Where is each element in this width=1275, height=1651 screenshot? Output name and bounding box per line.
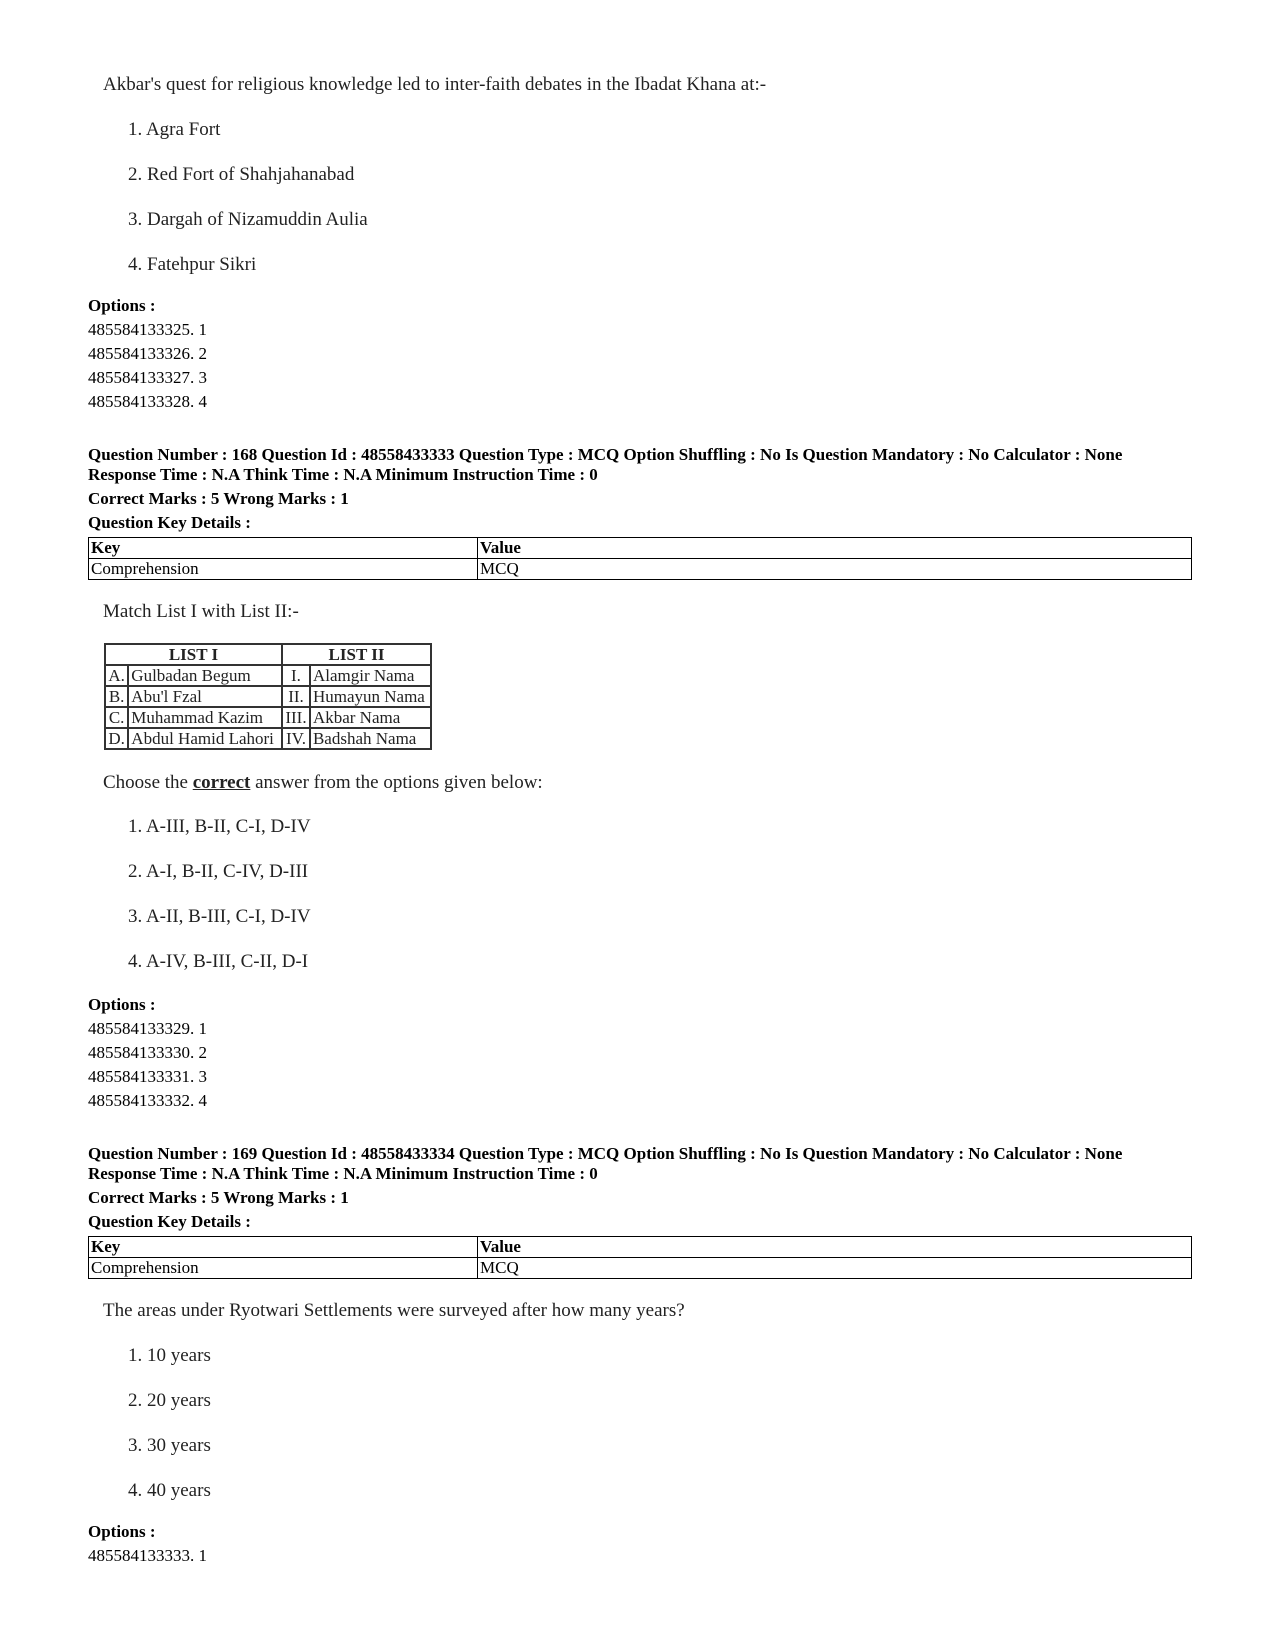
table-row [105, 707, 431, 728]
value-cell: MCQ [478, 559, 1192, 580]
marks-line: Correct Marks : 5 Wrong Marks : 1 [88, 1188, 349, 1207]
cell: Badshah Nama [310, 728, 431, 749]
cell: Abu'l Fzal [128, 686, 282, 707]
cell: IV. [282, 728, 310, 749]
instruction-post: answer from the options given below: [250, 772, 543, 793]
cell: B. [105, 686, 128, 707]
choice-item: 1. A-III, B-II, C-I, D-IV [128, 816, 311, 837]
marks-line: Correct Marks : 5 Wrong Marks : 1 [88, 489, 349, 508]
option-id: 485584133326. 2 [88, 344, 207, 363]
key-header: Key [89, 1237, 478, 1258]
cell: III. [282, 707, 310, 728]
options-label: Options : [88, 1522, 156, 1541]
instruction-text [103, 772, 543, 794]
choice-item: 1. Agra Fort [128, 119, 221, 140]
options-label: Options : [88, 995, 156, 1014]
choice-item: 2. A-I, B-II, C-IV, D-III [128, 861, 309, 882]
cell: II. [282, 686, 310, 707]
question-meta: Question Number : 169 Question Id : 48558433334 Question Type : MCQ Option Shuffling : No Is Question Mandatory : No Calculator : None [88, 1144, 1123, 1163]
key-details-table [88, 1236, 1192, 1279]
choice-item: 2. Red Fort of Shahjahanabad [128, 164, 355, 185]
question-text: The areas under Ryotwari Settlements were surveyed after how many years? [103, 1300, 685, 1321]
key-header: Key [89, 538, 478, 559]
cell: Alamgir Nama [310, 665, 431, 686]
cell: Akbar Nama [310, 707, 431, 728]
cell: Muhammad Kazim [128, 707, 282, 728]
key-details-label: Question Key Details : [88, 1212, 251, 1231]
option-id: 485584133330. 2 [88, 1043, 207, 1062]
cell: Gulbadan Begum [128, 665, 282, 686]
value-cell: MCQ [478, 1258, 1192, 1279]
option-id: 485584133327. 3 [88, 368, 207, 387]
options-label: Options : [88, 296, 156, 315]
list-2-header: LIST II [282, 644, 431, 665]
cell: Humayun Nama [310, 686, 431, 707]
option-id: 485584133325. 1 [88, 320, 207, 339]
table-row [105, 686, 431, 707]
key-details-label: Question Key Details : [88, 513, 251, 532]
cell: C. [105, 707, 128, 728]
question-meta: Response Time : N.A Think Time : N.A Minimum Instruction Time : 0 [88, 465, 598, 484]
option-id: 485584133332. 4 [88, 1091, 207, 1110]
question-meta: Question Number : 168 Question Id : 48558433333 Question Type : MCQ Option Shuffling : No Is Question Mandatory : No Calculator : None [88, 445, 1123, 464]
option-id: 485584133329. 1 [88, 1019, 207, 1038]
table-row [105, 728, 431, 749]
list-1-header: LIST I [105, 644, 282, 665]
choice-item: 3. A-II, B-III, C-I, D-IV [128, 906, 311, 927]
key-cell: Comprehension [89, 559, 478, 580]
choice-item: 3. 30 years [128, 1435, 211, 1456]
cell: D. [105, 728, 128, 749]
cell: Abdul Hamid Lahori [128, 728, 282, 749]
key-cell: Comprehension [89, 1258, 478, 1279]
key-details-table [88, 537, 1192, 580]
value-header: Value [478, 538, 1192, 559]
table-row [105, 665, 431, 686]
match-table [104, 643, 432, 750]
choice-item: 4. 40 years [128, 1480, 211, 1501]
cell: A. [105, 665, 128, 686]
choice-item: 1. 10 years [128, 1345, 211, 1366]
option-id: 485584133333. 1 [88, 1546, 207, 1565]
value-header: Value [478, 1237, 1192, 1258]
option-id: 485584133328. 4 [88, 392, 207, 411]
choice-item: 3. Dargah of Nizamuddin Aulia [128, 209, 368, 230]
question-text: Match List I with List II:- [103, 601, 299, 622]
question-text: Akbar's quest for religious knowledge led to inter-faith debates in the Ibadat Khana at:- [103, 74, 767, 95]
instruction-emphasis: correct [192, 772, 251, 793]
option-id: 485584133331. 3 [88, 1067, 207, 1086]
cell: I. [282, 665, 310, 686]
choice-item: 2. 20 years [128, 1390, 211, 1411]
instruction-pre: Choose the [103, 772, 193, 793]
question-meta: Response Time : N.A Think Time : N.A Minimum Instruction Time : 0 [88, 1164, 598, 1183]
choice-item: 4. A-IV, B-III, C-II, D-I [128, 951, 309, 972]
choice-item: 4. Fatehpur Sikri [128, 254, 257, 275]
